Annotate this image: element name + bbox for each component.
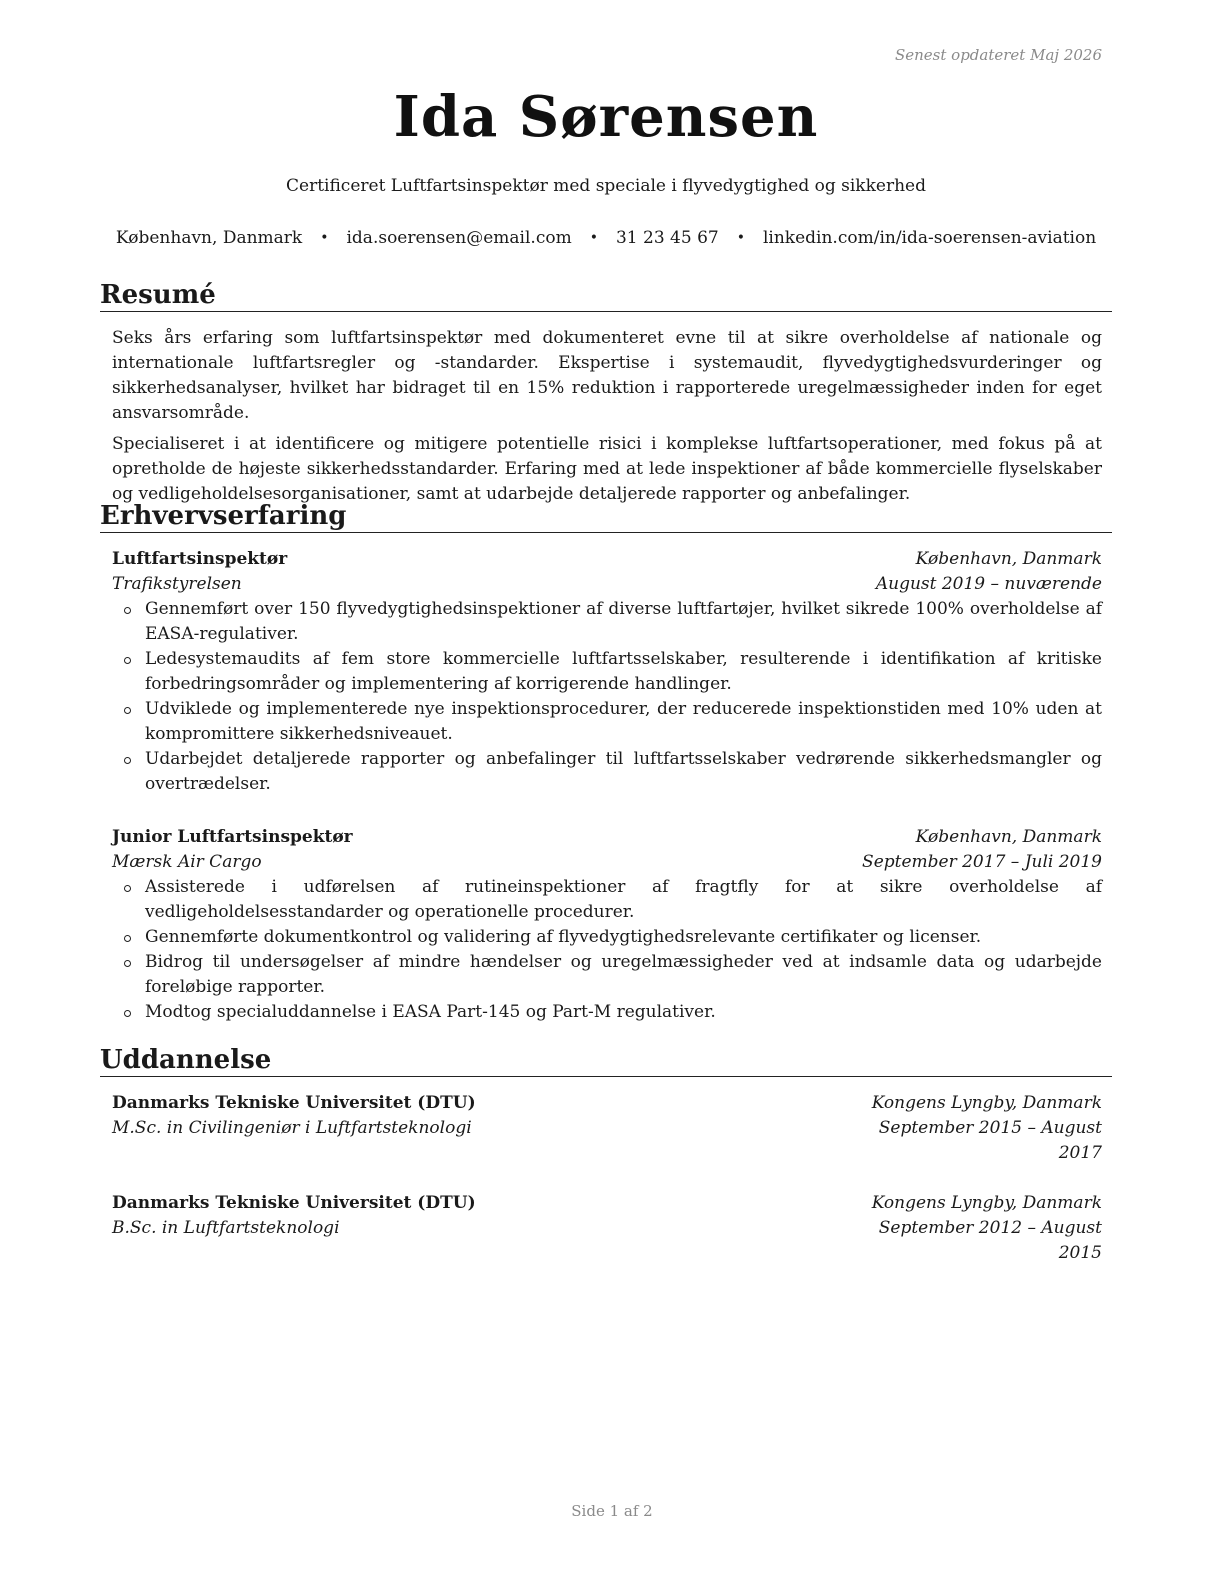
list-item: Assisterede i udførelsen af rutineinspektioner af fragtfly for at sikre overholdelse af vedligeholdelsesstandarder og operationelle procedurer.	[112, 875, 1102, 925]
job-location: København, Danmark	[915, 827, 1102, 847]
candidate-name: Ida Sørensen	[393, 84, 819, 150]
education-degree: B.Sc. in Luftfartsteknologi	[112, 1218, 340, 1238]
headline: Certificeret Luftfartsinspektør med speciale i flyvedygtighed og sikkerhed	[286, 176, 926, 196]
job-sub-row	[112, 572, 1102, 597]
last-updated: Senest opdateret Maj 2026	[894, 46, 1102, 64]
list-item: Gennemført over 150 flyvedygtighedsinspektioner af diverse luftfartøjer, hvilket sikrede 100% overholdelse af EASA-regulativer.	[112, 597, 1102, 647]
list-item: Modtog specialuddannelse i EASA Part-145 og Part-M regulativer.	[112, 1000, 1102, 1025]
education-dates: September 2015 – August 2017	[878, 1118, 1102, 1163]
summary-block	[112, 326, 1102, 513]
list-item: Bidrog til undersøgelser af mindre hændelser og uregelmæssigheder ved at indsamle data og udarbejde foreløbige rapporter.	[112, 950, 1102, 1000]
education-dates: September 2012 – August 2015	[878, 1218, 1102, 1263]
education-school: Danmarks Tekniske Universitet (DTU)	[112, 1093, 476, 1113]
job-location: København, Danmark	[915, 549, 1102, 569]
contact-email[interactable]: ida.soerensen@email.com	[346, 228, 572, 248]
job-sub-row	[112, 850, 1102, 875]
separator-dot: •	[736, 230, 745, 246]
contact-linkedin[interactable]: linkedin.com/in/ida-soerensen-aviation	[762, 228, 1097, 248]
list-item: Udarbejdet detaljerede rapporter og anbefalinger til luftfartsselskaber vedrørende sikkerhedsmangler og overtrædelser.	[112, 747, 1102, 797]
list-item: Gennemførte dokumentkontrol og validering af flyvedygtighedsrelevante certifikater og licenser.	[112, 925, 1102, 950]
job-company: Trafikstyrelsen	[112, 574, 242, 594]
summary-paragraph: Seks års erfaring som luftfartsinspektør med dokumenteret evne til at sikre overholdelse af nationale og internationale luftfartsregler og -standarder. Ekspertise i systemaudit, flyvedygtighedsvurderinger og sikkerhedsanalyser, hvilket har bidraget til en 15% reduktion i rapporterede uregelmæssigheder inden for eget ansvarsområde.	[112, 328, 1102, 423]
education-header-row	[112, 1191, 1102, 1216]
separator-dot: •	[589, 230, 598, 246]
separator-dot: •	[320, 230, 329, 246]
education-location: Kongens Lyngby, Danmark	[871, 1193, 1102, 1213]
job-header-row	[112, 547, 1102, 572]
education-degree: M.Sc. in Civilingeniør i Luftfartsteknologi	[112, 1118, 472, 1138]
section-title-education: Uddannelse	[100, 1045, 1112, 1077]
contact-location: København, Danmark	[115, 228, 303, 248]
list-item: Ledesystemaudits af fem store kommercielle luftfartsselskaber, resulterende i identifikation af kritiske forbedringsområder og implementering af korrigerende handlinger.	[112, 647, 1102, 697]
education-sub-row	[112, 1216, 1102, 1266]
job-points	[112, 875, 1102, 1025]
page-footer: Side 1 af 2	[571, 1502, 653, 1520]
job-entry	[112, 547, 1102, 797]
job-dates: August 2019 – nuværende	[875, 574, 1102, 594]
education-location: Kongens Lyngby, Danmark	[871, 1093, 1102, 1113]
summary-paragraph: Specialiseret i at identificere og mitigere potentielle risici i komplekse luftfartsoperationer, med fokus på at opretholde de højeste sikkerhedsstandarder. Erfaring med at lede inspektioner af både kommercielle flyselskaber og vedligeholdelsesorganisationer, samt at udarbejde detaljerede rapporter og anbefalinger.	[112, 434, 1102, 504]
education-header-row	[112, 1091, 1102, 1116]
contact-phone: 31 23 45 67	[615, 228, 719, 248]
education-school: Danmarks Tekniske Universitet (DTU)	[112, 1193, 476, 1213]
job-role: Junior Luftfartsinspektør	[112, 827, 353, 847]
education-entry	[112, 1191, 1102, 1266]
list-item: Udviklede og implementerede nye inspektionsprocedurer, der reducerede inspektionstiden med 10% uden at kompromittere sikkerhedsniveauet.	[112, 697, 1102, 747]
job-company: Mærsk Air Cargo	[112, 852, 262, 872]
section-title-experience: Erhvervserfaring	[100, 501, 1112, 533]
contact-line	[100, 228, 1112, 248]
job-dates: September 2017 – Juli 2019	[862, 852, 1102, 872]
job-role: Luftfartsinspektør	[112, 549, 288, 569]
education-entry	[112, 1091, 1102, 1166]
section-title-summary: Resumé	[100, 280, 1112, 312]
job-points	[112, 597, 1102, 797]
resume-page	[100, 0, 1112, 1584]
job-entry	[112, 825, 1102, 1025]
job-header-row	[112, 825, 1102, 850]
education-sub-row	[112, 1116, 1102, 1166]
